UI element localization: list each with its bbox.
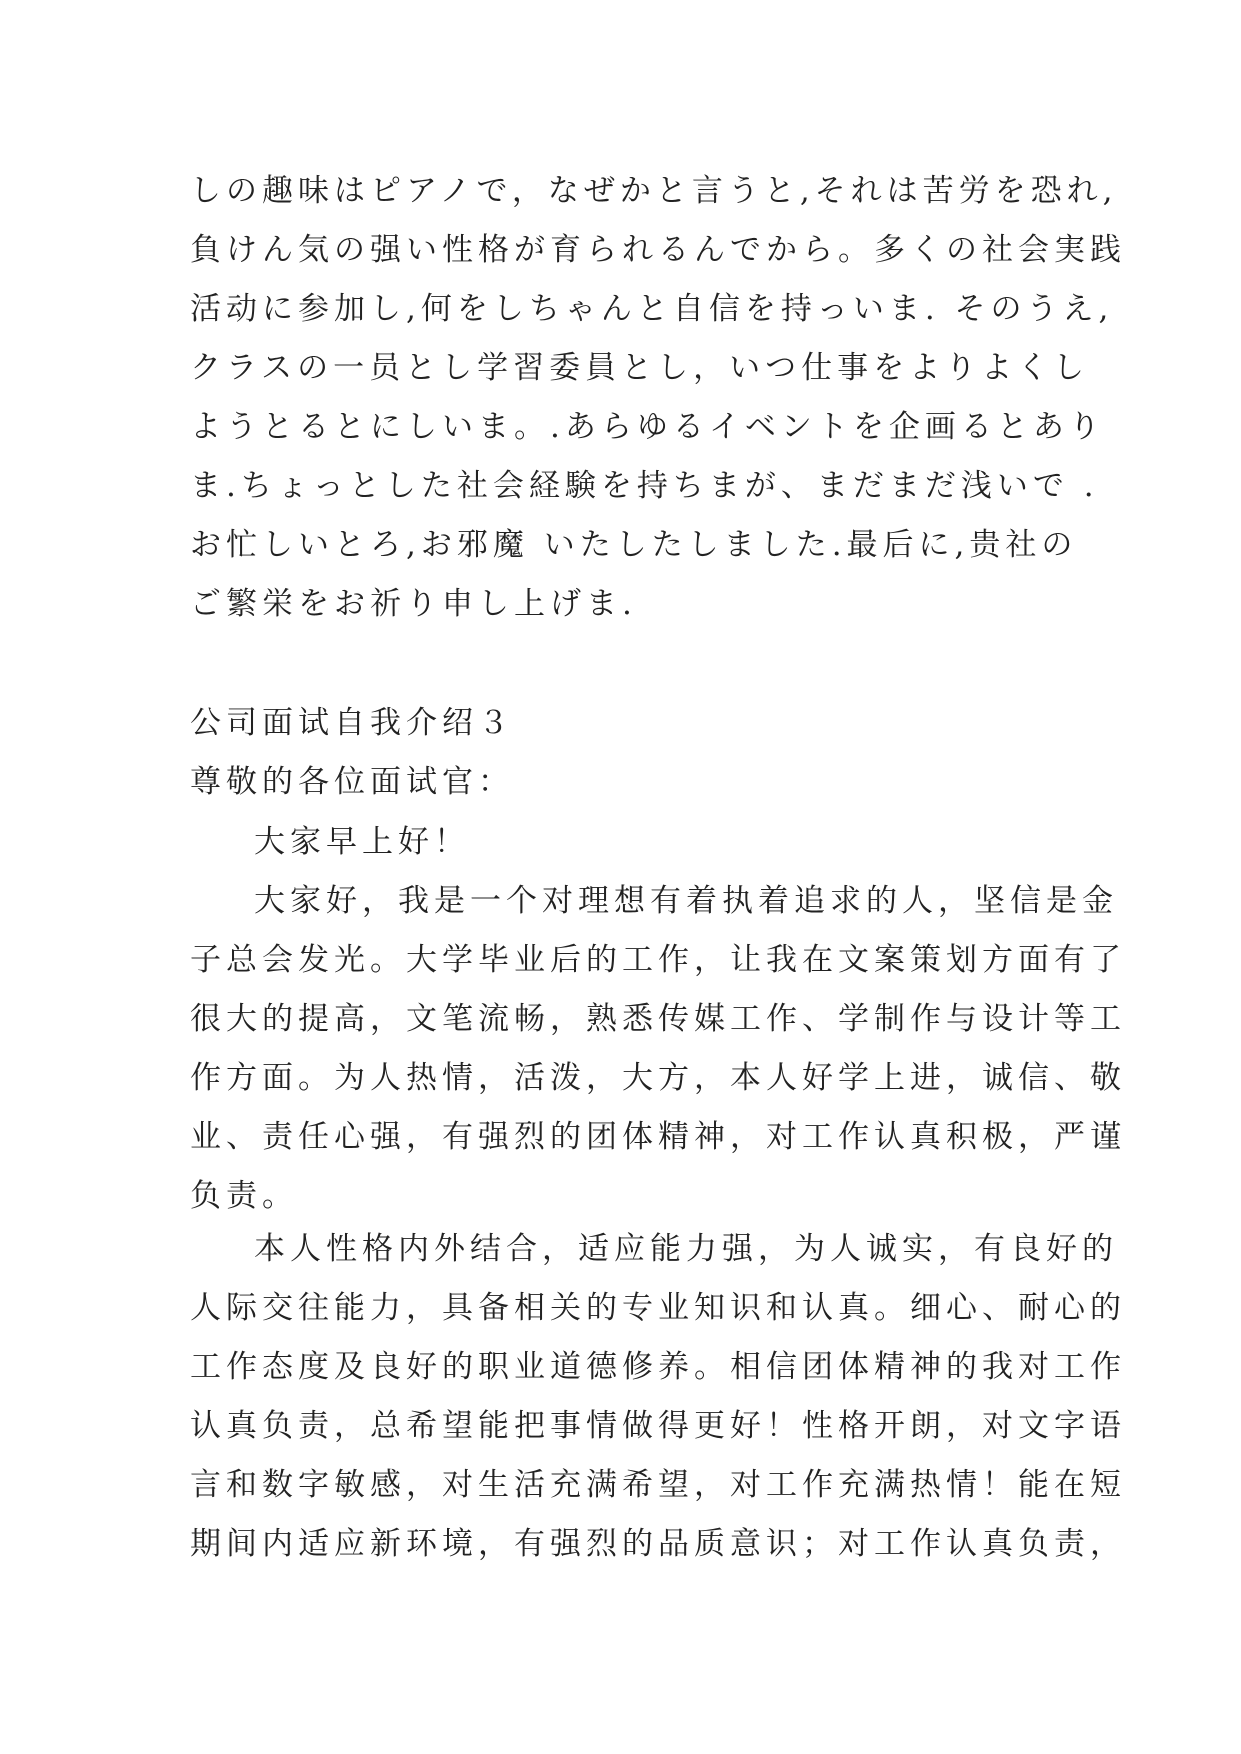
- paragraph-line: 本人性格内外结合，适应能力强，为人诚实，有良好的: [254, 1231, 1118, 1267]
- salutation: 尊敬的各位面试官：: [190, 764, 514, 800]
- paragraph-line: 工作态度及良好的职业道德修养。相信团体精神的我对工作: [190, 1349, 1126, 1385]
- paragraph-line: 期间内适应新环境，有强烈的品质意识；对工作认真负责，: [190, 1526, 1126, 1562]
- intro-paragraph-1: [190, 872, 1126, 1226]
- paragraph-line: ご繁栄をお祈り申し上げま.: [190, 586, 637, 622]
- paragraph-line: 子总会发光。大学毕业后的工作，让我在文案策划方面有了: [190, 942, 1126, 978]
- paragraph-line: 作方面。为人热情，活泼，大方，本人好学上进，诚信、敬: [190, 1060, 1126, 1096]
- paragraph-line: 认真负责，总希望能把事情做得更好！性格开朗，对文字语: [190, 1408, 1126, 1444]
- paragraph-line: ようとるとにしいま。.あらゆるイベントを企画るとあり: [190, 409, 1105, 445]
- paragraph-line: 很大的提高，文笔流畅，熟悉传媒工作、学制作与设计等工: [190, 1001, 1126, 1037]
- section-header: [190, 694, 1070, 812]
- japanese-paragraph: [190, 162, 1126, 634]
- paragraph-line: お忙しいとろ,お邪魔 いたしたしました.最后に,贵社の: [190, 527, 1078, 563]
- greeting-paragraph: [190, 813, 1070, 872]
- paragraph-line: 人际交往能力，具备相关的专业知识和认真。细心、耐心的: [190, 1290, 1126, 1326]
- paragraph-line: 言和数字敏感，对生活充满希望，对工作充满热情！能在短: [190, 1467, 1126, 1503]
- paragraph-line: 負けん気の强い性格が育られるんでから。多くの社会実践: [190, 232, 1126, 268]
- greeting: 大家早上好！: [254, 824, 470, 860]
- paragraph-line: 活动に参加し,何をしちゃんと自信を持っいま. そのうえ,: [190, 291, 1114, 327]
- paragraph-line: クラスの一员とし学習委員とし，いつ仕事をよりよくし: [190, 350, 1090, 386]
- paragraph-line: 业、责任心强，有强烈的团体精神，对工作认真积极，严谨: [190, 1119, 1126, 1155]
- paragraph-line: ま.ちょっとした社会経験を持ちまが、まだまだ浅いで .: [190, 468, 1099, 504]
- paragraph-line: 负责。: [190, 1178, 298, 1214]
- section-title: 公司面试自我介绍３: [190, 705, 514, 741]
- intro-paragraph-2: [190, 1220, 1126, 1574]
- paragraph-line: しの趣味はピアノで，なぜかと言うと,それは苦労を恐れ,: [190, 173, 1118, 209]
- paragraph-line: 大家好，我是一个对理想有着执着追求的人，坚信是金: [254, 883, 1118, 919]
